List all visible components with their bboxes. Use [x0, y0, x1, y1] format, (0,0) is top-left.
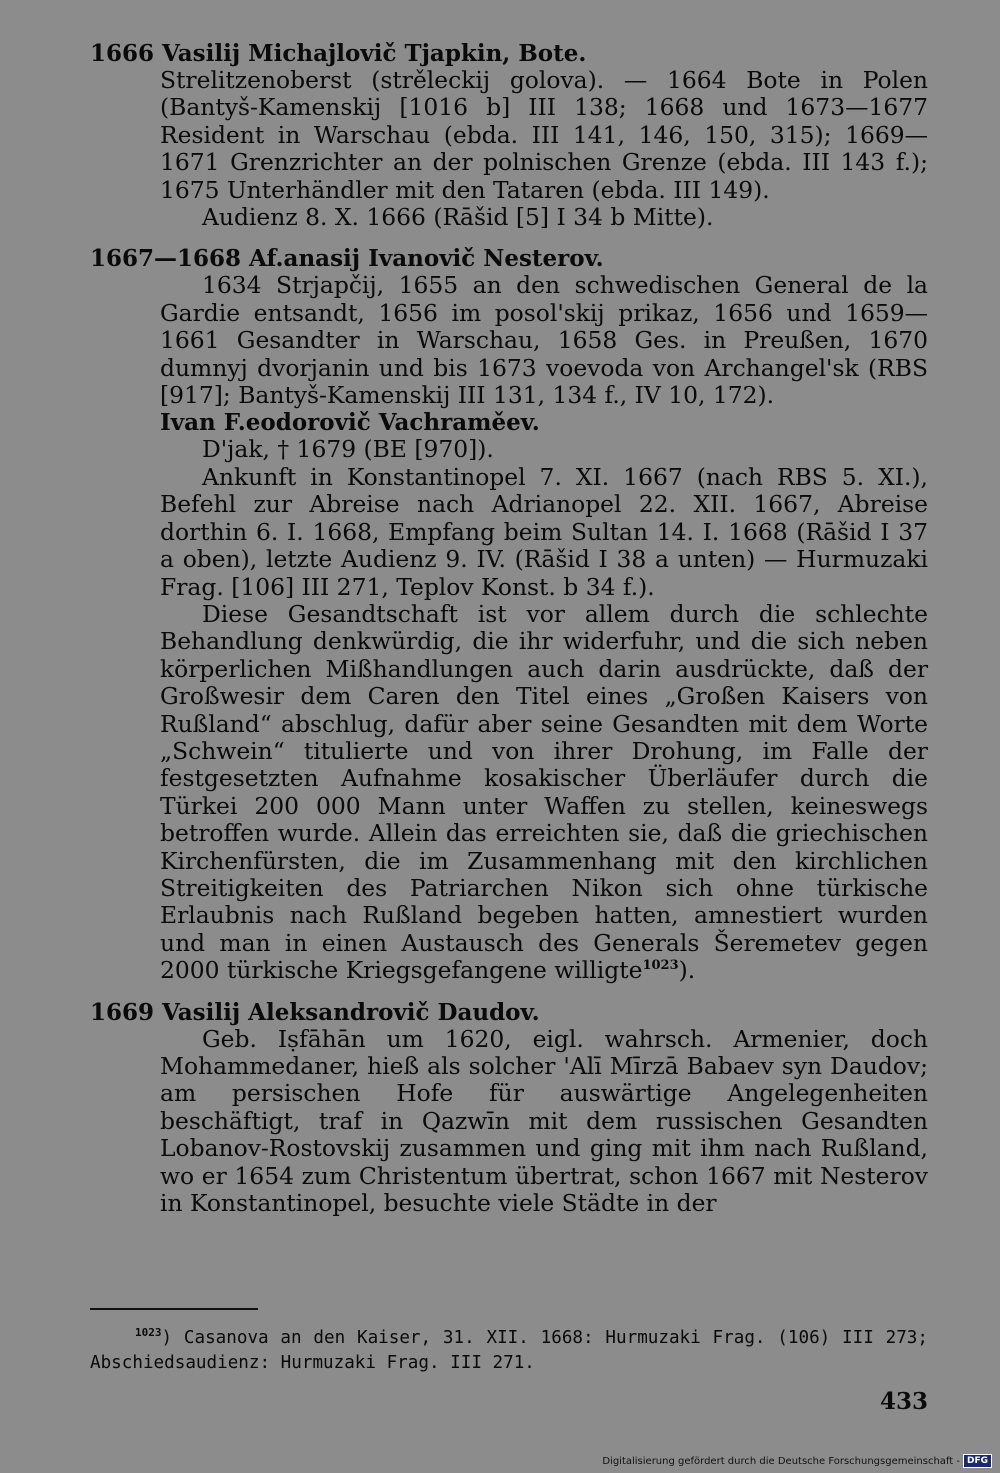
entry-paragraph: Audienz 8. X. 1666 (Rāšid [5] I 34 b Mitte). — [202, 203, 714, 232]
entry-paragraph: D'jak, † 1679 (BE [970]). — [202, 435, 494, 464]
entry-paragraph: Geb. Iṣfāhān um 1620, eigl. wahrsch. Armenier, doch Mohammedaner, hieß als solcher 'Alī Mīrzā Babaev syn Daudov; am persischen Hofe für auswärtige Angelegenheiten beschäftigt, traf in Qazwīn mit dem russischen Gesandten Lobanov-Rostovskij zusammen und ging mit ihm nach Rußland, wo er 1654 zum Christentum übertrat, schon 1667 mit Nesterov in Konstantinopel, besuchte viele Städte in der — [160, 1024, 928, 1218]
credit-text: Digitalisierung gefördert durch die Deutsche Forschungsgemeinschaft - — [602, 1455, 960, 1467]
entry-paragraph — [90, 601, 928, 985]
digitization-credit — [602, 1454, 992, 1468]
footnote-reference[interactable]: 1023 — [642, 958, 679, 974]
footnote-divider — [90, 1308, 258, 1310]
footnote — [90, 1320, 928, 1376]
entry-paragraph: Strelitzenoberst (strěleckij golova). — 1664 Bote in Polen (Bantyš-Kamenskij [1016 b] III 138; 1668 und 1673—1677 Resident in Warschau (ebda. III 141, 146, 150, 315); 1669—1671 Grenzrichter an der polnischen Grenze (ebda. III 143 f.); 1675 Unterhändler mit den Tataren (ebda. III 149). — [160, 66, 928, 204]
paragraph-text-end: ). — [678, 956, 696, 985]
entry-paragraph: Ankunft in Konstantinopel 7. XI. 1667 (nach RBS 5. XI.), Befehl zur Abreise nach Adrianopel 22. XII. 1667, Abreise dorthin 6. I. 1668, Empfang beim Sultan 14. I. 1668 (Rāšid I 37 a oben), letzte Audienz 9. IV. (Rāšid I 38 a unten) — Hurmuzaki Frag. [106] III 271, Teplov Konst. b 34 f.). — [160, 462, 928, 601]
dfg-logo-icon: DFG — [963, 1454, 992, 1468]
entry-heading: 1667—1668 Af.anasij Ivanovič Nesterov. — [90, 245, 604, 273]
entry-paragraph: 1634 Strjapčij, 1655 an den schwedischen General de la Gardie entsandt, 1656 im posol'skij prikaz, 1656 und 1659—1661 Gesandter in Warschau, 1658 Ges. in Preußen, 1670 dumnyj dvorjanin und bis 1673 voevoda von Archangel'sk (RBS [917]; Bantyš-Kamenskij III 131, 134 f., IV 10, 172). — [160, 271, 928, 410]
entry-heading: 1669 Vasilij Aleksandrovič Daudov. — [90, 998, 540, 1026]
entry-heading: 1666 Vasilij Michajlovič Tjapkin, Bote. — [90, 40, 587, 67]
page-body — [90, 40, 928, 1217]
page-number: 433 — [879, 1388, 928, 1415]
entry-subheading: Ivan F.eodorovič Vachraměev. — [160, 409, 540, 437]
footnote-text: ) Casanova an den Kaiser, 31. XII. 1668: Hurmuzaki Frag. (106) III 273; Abschiedsaudienz: Hurmuzaki Frag. III 271. — [90, 1327, 928, 1373]
footnote-mark: 1023 — [135, 1326, 162, 1339]
paragraph-text: Diese Gesandtschaft ist vor allem durch die schlechte Behandlung denkwürdig, die ihr widerfuhr, und die sich neben körperlichen Mißhandlungen auch darin ausdrückte, daß der Großwesir dem Caren den Titel eines „Großen Kaisers von Rußland“ abschlug, dafür aber seine Gesandten mit dem Worte „Schwein“ titulierte und von ihrer Drohung, im Falle der festgesetzten Aufnahme kosakischer Überläufer durch die Türkei 200 000 Mann unter Waffen zu stellen, keineswegs betroffen wurde. Allein das erreichten sie, daß die griechischen Kirchenfürsten, die im Zusammenhang mit den kirchlichen Streitigkeiten des Patriarchen Nikon sich ohne türkische Erlaubnis nach Rußland begeben hatten, amnestiert wurden und man in einen Austausch des Generals Šeremetev gegen 2000 türkische Kriegsgefangene willigte — [160, 599, 928, 985]
